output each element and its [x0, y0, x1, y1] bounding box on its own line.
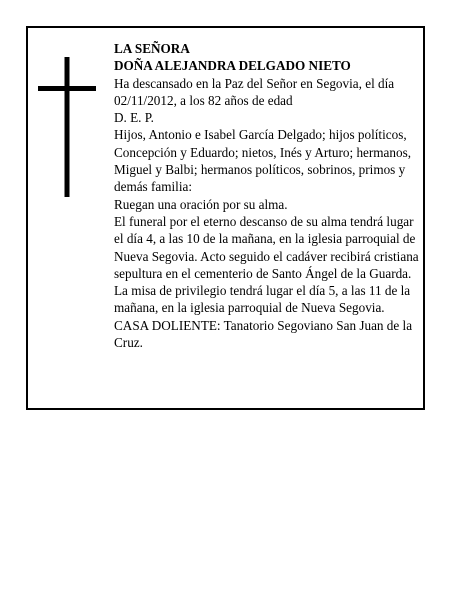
obituary-text: [114, 40, 422, 351]
family-list: Hijos, Antonio e Isabel García Delgado; hijos políticos, Concepción y Eduardo; nietos, Inés y Arturo; hermanos, Miguel y Balbi; hermanos políticos, sobrinos, primos y demás familia:: [114, 127, 412, 195]
notice-title: LA SEÑORA: [114, 41, 190, 56]
mourning-house: CASA DOLIENTE: Tanatorio Segoviano San Juan de la Cruz.: [114, 317, 413, 351]
obituary-notice: [26, 26, 425, 410]
funeral-details: El funeral por el eterno descanso de su alma tendrá lugar el día 4, a las 10 de la mañana, en la iglesia parroquial de Nueva Segovia. Acto seguido el cadáver recibirá cristiana sepultura en el cementerio de Santo Ángel de la Guarda. La misa de privilegio tendrá lugar el día 5, a las 11 de la mañana, en la iglesia parroquial de Nueva Segovia.: [114, 213, 419, 316]
deceased-name: DOÑA ALEJANDRA DELGADO NIETO: [114, 58, 351, 74]
prayer-request: Ruegan una oración por su alma.: [114, 196, 288, 212]
death-info: Ha descansado en la Paz del Señor en Segovia, el día 02/11/2012, a los 82 años de edad: [114, 75, 395, 108]
latin-cross-icon: [38, 57, 98, 197]
rip-abbreviation: D. E. P.: [114, 110, 154, 126]
